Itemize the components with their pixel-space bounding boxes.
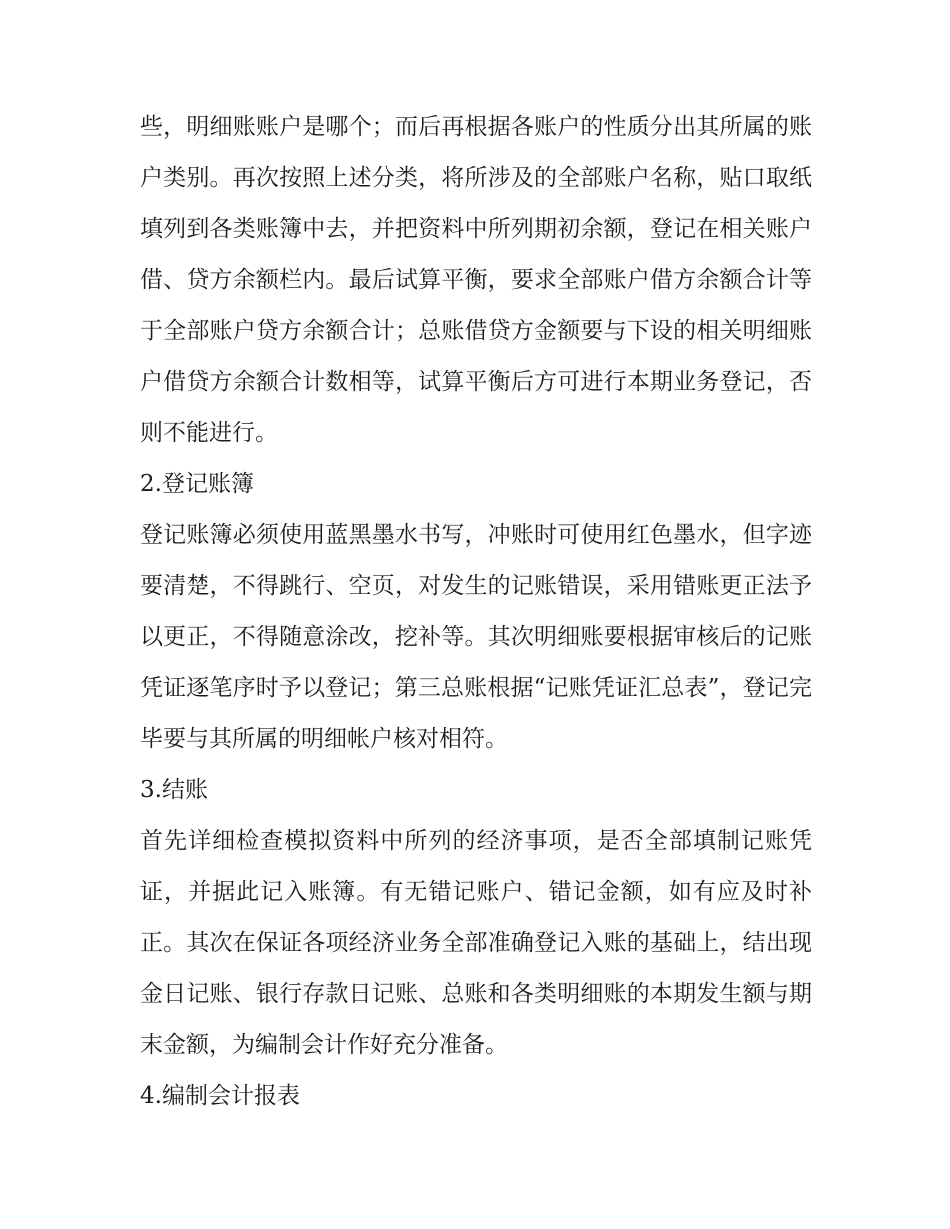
paragraph-account-classification: 些，明细账账户是哪个；而后再根据各账户的性质分出其所属的账户类别。再次按照上述分类，将所涉及的全部账户名称，贴口取纸填列到各类账簿中去，并把资料中所列期初余额，登记在相关账户借、贷方余额栏内。最后试算平衡，要求全部账户借方余额合计等于全部账户贷方余额合计；总账借贷方金额要与下设的相关明细账户借贷方余额合计数相等，试算平衡后方可进行本期业务登记，否则不能进行。 bbox=[140, 114, 812, 446]
section-heading-closing-accounts: 3.结账 bbox=[140, 777, 208, 803]
document-body bbox=[140, 102, 812, 1122]
paragraph-closing-accounts: 首先详细检查模拟资料中所列的经济事项，是否全部填制记账凭证，并据此记入账簿。有无错记账户、错记金额，如有应及时补正。其次在保证各项经济业务全部准确登记入账的基础上，结出现金日记账、银行存款日记账、总账和各类明细账的本期发生额与期末金额，为编制会计作好充分准备。 bbox=[140, 828, 812, 1058]
paragraph-register-ledgers: 登记账簿必须使用蓝黑墨水书写，冲账时可使用红色墨水，但字迹要清楚，不得跳行、空页，对发生的记账错误，采用错账更正法予以更正，不得随意涂改，挖补等。其次明细账要根据审核后的记账凭证逐笔序时予以登记；第三总账根据“记账凭证汇总表”，登记完毕要与其所属的明细帐户核对相符。 bbox=[140, 522, 812, 752]
section-heading-register-ledgers: 2.登记账簿 bbox=[140, 471, 254, 497]
section-heading-prepare-reports: 4.编制会计报表 bbox=[140, 1083, 300, 1109]
